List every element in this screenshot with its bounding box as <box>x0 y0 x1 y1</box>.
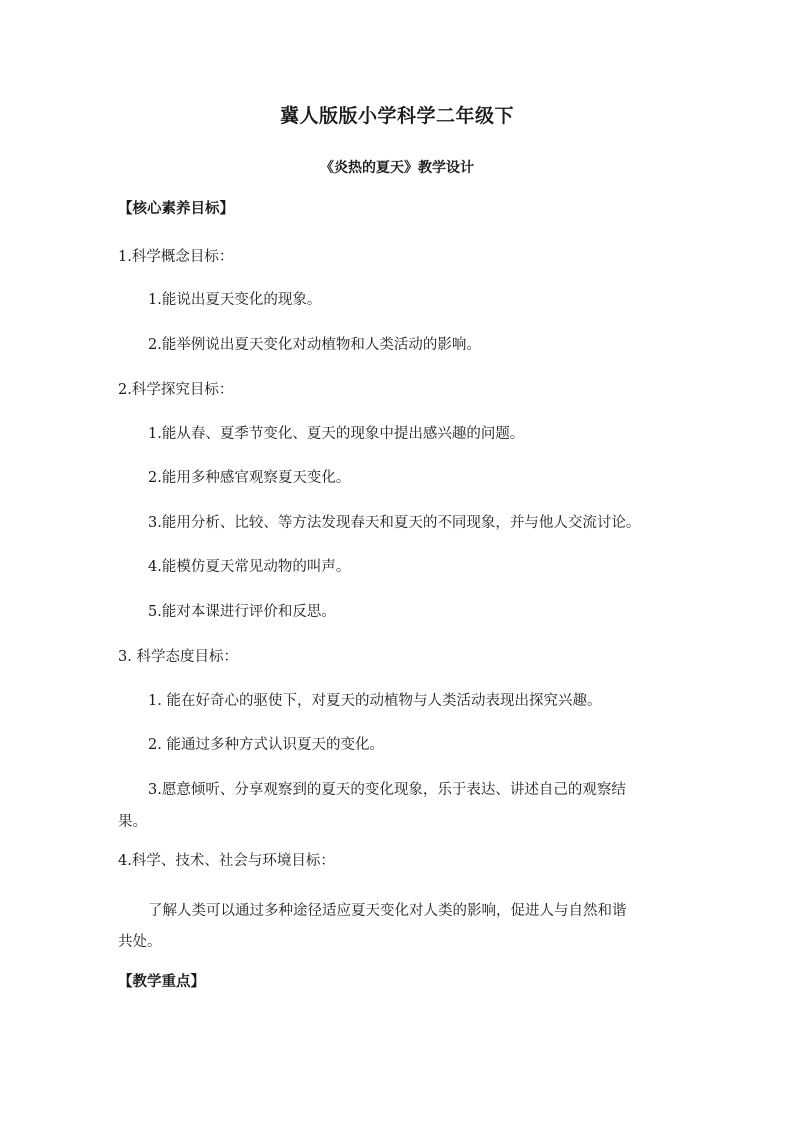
goal1-item-2: 2.能举例说出夏天变化对动植物和人类活动的影响。 <box>148 337 481 353</box>
goal2-heading: 2.科学探究目标： <box>118 382 234 398</box>
goal3-item-3: 3.愿意倾听、分享观察到的夏天的变化现象，乐于表达、讲述自己的观察结 <box>148 782 626 798</box>
goal3-item-2: 2. 能通过多种方式认识夏天的变化。 <box>148 737 384 753</box>
goal4-heading: 4.科学、技术、社会与环境目标： <box>118 853 335 869</box>
goal4-paragraph-line-2: 共处。 <box>118 934 162 950</box>
goal4-paragraph-line-1: 了解人类可以通过多种途径适应夏天变化对人类的影响，促进人与自然和谐 <box>148 903 627 919</box>
document-subtitle: 《炎热的夏天》教学设计 <box>320 160 474 176</box>
goal3-item-3-continued: 果。 <box>118 814 147 830</box>
goal2-item-2: 2.能用多种感官观察夏天变化。 <box>148 470 351 486</box>
goal1-heading: 1.科学概念目标： <box>118 249 234 265</box>
goal3-item-1: 1. 能在好奇心的驱使下，对夏天的动植物与人类活动表现出探究兴趣。 <box>148 693 602 709</box>
section-heading-core-goals: 【核心素养目标】 <box>118 200 234 217</box>
goal2-item-5: 5.能对本课进行评价和反思。 <box>148 604 336 620</box>
goal2-item-4: 4.能模仿夏天常见动物的叫声。 <box>148 559 351 575</box>
section-heading-teaching-focus: 【教学重点】 <box>118 973 205 990</box>
document-title: 冀人版版小学科学二年级下 <box>279 105 514 127</box>
goal3-heading: 3. 科学态度目标： <box>118 649 238 665</box>
goal1-item-1: 1.能说出夏天变化的现象。 <box>148 292 322 308</box>
goal2-item-3: 3.能用分析、比较、等方法发现春天和夏天的不同现象，并与他人交流讨论。 <box>148 515 641 531</box>
goal2-item-1: 1.能从春、夏季节变化、夏天的现象中提出感兴趣的问题。 <box>148 426 525 442</box>
